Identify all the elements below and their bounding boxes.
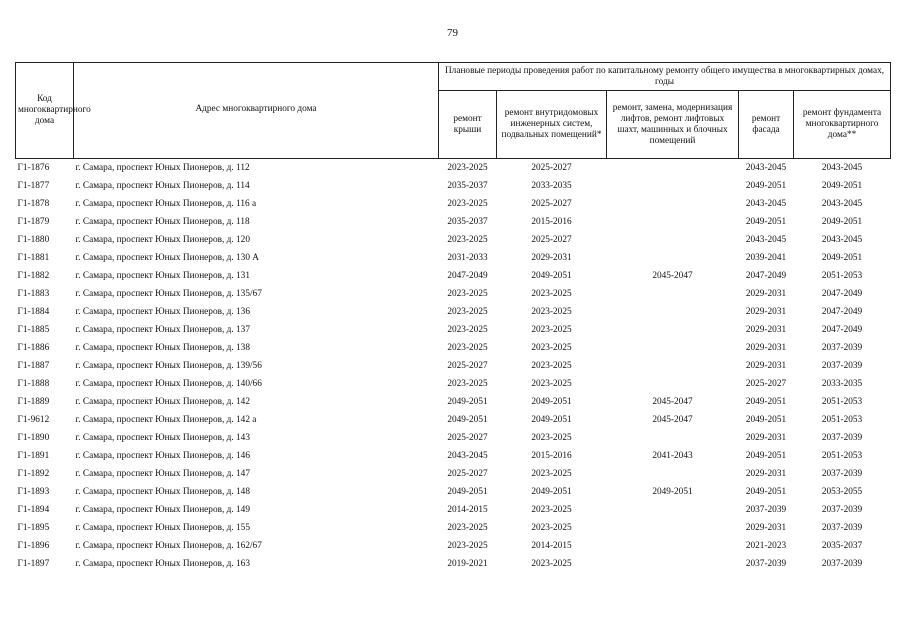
cell-address: г. Самара, проспект Юных Пионеров, д. 147 (75, 469, 250, 479)
table-row (16, 519, 891, 537)
cell-facade: 2049-2051 (745, 451, 787, 461)
cell-roof: 2019-2021 (447, 559, 488, 569)
cell-facade: 2025-2027 (745, 379, 787, 389)
cell-address: г. Самара, проспект Юных Пионеров, д. 112 (74, 159, 439, 178)
cell-lifts (607, 285, 739, 303)
cell-lifts: 2045-2047 (652, 415, 693, 425)
cell-roof: 2023-2025 (447, 523, 488, 533)
cell-systems: 2014-2015 (531, 541, 572, 551)
cell-foundation: 2049-2051 (821, 181, 863, 191)
cell-code: Г1-1890 (17, 433, 50, 443)
cell-foundation: 2049-2051 (821, 217, 863, 227)
cell-lifts (607, 177, 739, 195)
cell-roof: 2049-2051 (447, 415, 488, 425)
cell-address: г. Самара, проспект Юных Пионеров, д. 131 (75, 271, 250, 281)
cell-lifts: 2045-2047 (652, 397, 693, 407)
cell-address: г. Самара, проспект Юных Пионеров, д. 139/56 (75, 361, 262, 371)
cell-systems: 2023-2025 (531, 433, 572, 443)
cell-code: Г1-1897 (17, 559, 50, 569)
cell-roof: 2023-2025 (447, 199, 488, 209)
cell-address: г. Самара, проспект Юных Пионеров, д. 137 (75, 325, 250, 335)
cell-foundation: 2043-2045 (794, 159, 891, 178)
cell-facade: 2029-2031 (745, 433, 787, 443)
cell-foundation: 2037-2039 (821, 343, 863, 353)
cell-facade: 2029-2031 (745, 343, 787, 353)
cell-systems: 2049-2051 (531, 271, 572, 281)
table-row (16, 555, 891, 573)
cell-code: Г1-1885 (17, 325, 50, 335)
cell-foundation: 2037-2039 (821, 505, 863, 515)
header-foundation: ремонт фундамента многоквартирного дома** (794, 91, 891, 159)
cell-foundation: 2047-2049 (821, 307, 863, 317)
cell-address: г. Самара, проспект Юных Пионеров, д. 114 (75, 181, 250, 191)
cell-address: г. Самара, проспект Юных Пионеров, д. 143 (75, 433, 250, 443)
cell-facade: 2029-2031 (745, 469, 787, 479)
cell-roof: 2047-2049 (447, 271, 488, 281)
cell-roof: 2023-2025 (439, 159, 497, 178)
cell-lifts: 2049-2051 (652, 487, 693, 497)
cell-foundation: 2043-2045 (821, 199, 863, 209)
cell-address: г. Самара, проспект Юных Пионеров, д. 142 а (75, 415, 257, 425)
cell-address: г. Самара, проспект Юных Пионеров, д. 136 (75, 307, 250, 317)
page-number: 79 (447, 27, 458, 39)
cell-code: Г1-1884 (17, 307, 50, 317)
cell-code: Г1-1889 (17, 397, 50, 407)
header-periods-group: Плановые периоды проведения работ по капитальному ремонту общего имущества в многоквартирных домах, годы (439, 63, 891, 91)
cell-facade: 2043-2045 (745, 235, 787, 245)
cell-roof: 2025-2027 (447, 433, 488, 443)
header-code: Код многоквартирного дома (16, 63, 74, 159)
cell-code: Г1-1892 (17, 469, 50, 479)
cell-lifts (607, 375, 739, 393)
cell-roof: 2023-2025 (447, 235, 488, 245)
header-systems: ремонт внутридомовых инженерных систем, подвальных помещений* (497, 91, 607, 159)
cell-roof: 2043-2045 (447, 451, 488, 461)
cell-facade: 2043-2045 (739, 159, 794, 178)
header-address: Адрес многоквартирного дома (74, 63, 439, 159)
cell-foundation: 2047-2049 (821, 325, 863, 335)
cell-facade: 2029-2031 (745, 307, 787, 317)
cell-lifts (607, 213, 739, 231)
cell-facade: 2049-2051 (745, 415, 787, 425)
table-row (16, 411, 891, 429)
table-row (16, 393, 891, 411)
cell-foundation: 2037-2039 (821, 469, 863, 479)
cell-systems: 2015-2016 (531, 451, 572, 461)
table-row (16, 339, 891, 357)
cell-code: Г1-1891 (17, 451, 50, 461)
cell-facade: 2039-2041 (745, 253, 787, 263)
cell-lifts (607, 231, 739, 249)
cell-facade: 2049-2051 (745, 217, 787, 227)
cell-address: г. Самара, проспект Юных Пионеров, д. 118 (75, 217, 250, 227)
cell-code: Г1-1894 (17, 505, 50, 515)
table-row (16, 447, 891, 465)
cell-foundation: 2043-2045 (821, 235, 863, 245)
table-row (16, 429, 891, 447)
cell-lifts (607, 429, 739, 447)
cell-roof: 2023-2025 (447, 307, 488, 317)
cell-address: г. Самара, проспект Юных Пионеров, д. 155 (75, 523, 250, 533)
cell-systems: 2049-2051 (531, 415, 572, 425)
cell-address: г. Самара, проспект Юных Пионеров, д. 162/67 (75, 541, 262, 551)
cell-facade: 2037-2039 (745, 559, 787, 569)
cell-code: Г1-1887 (17, 361, 50, 371)
cell-lifts (607, 339, 739, 357)
cell-address: г. Самара, проспект Юных Пионеров, д. 120 (75, 235, 250, 245)
cell-roof: 2014-2015 (447, 505, 488, 515)
table-row (16, 249, 891, 267)
cell-lifts: 2041-2043 (652, 451, 693, 461)
cell-code: Г1-1880 (17, 235, 50, 245)
cell-roof: 2049-2051 (447, 397, 488, 407)
cell-address: г. Самара, проспект Юных Пионеров, д. 135/67 (75, 289, 262, 299)
cell-systems: 2023-2025 (531, 307, 572, 317)
cell-systems: 2025-2027 (531, 235, 572, 245)
cell-code: Г1-1878 (17, 199, 50, 209)
table-row (16, 231, 891, 249)
cell-address: г. Самара, проспект Юных Пионеров, д. 146 (75, 451, 250, 461)
cell-lifts (607, 321, 739, 339)
cell-code: Г1-1882 (17, 271, 50, 281)
cell-facade: 2043-2045 (745, 199, 787, 209)
table-row (16, 177, 891, 195)
table-row (16, 537, 891, 555)
cell-code: Г1-1893 (17, 487, 50, 497)
cell-facade: 2029-2031 (745, 361, 787, 371)
cell-code: Г1-1895 (17, 523, 50, 533)
cell-code: Г1-1888 (17, 379, 50, 389)
cell-lifts (607, 357, 739, 375)
cell-facade: 2029-2031 (745, 325, 787, 335)
capital-repair-table (15, 62, 891, 573)
cell-code: Г1-9612 (17, 415, 50, 425)
cell-roof: 2025-2027 (447, 361, 488, 371)
cell-address: г. Самара, проспект Юных Пионеров, д. 142 (75, 397, 250, 407)
cell-foundation: 2037-2039 (821, 433, 863, 443)
cell-foundation: 2051-2053 (821, 451, 863, 461)
cell-systems: 2023-2025 (531, 523, 572, 533)
cell-roof: 2035-2037 (447, 217, 488, 227)
cell-systems: 2023-2025 (531, 559, 572, 569)
cell-code: Г1-1883 (17, 289, 50, 299)
cell-systems: 2025-2027 (531, 199, 572, 209)
cell-foundation: 2051-2053 (821, 271, 863, 281)
table-row (16, 465, 891, 483)
cell-foundation: 2033-2035 (821, 379, 863, 389)
table-row (16, 195, 891, 213)
cell-roof: 2035-2037 (447, 181, 488, 191)
cell-roof: 2023-2025 (447, 343, 488, 353)
table-row (16, 375, 891, 393)
cell-roof: 2023-2025 (447, 289, 488, 299)
cell-systems: 2023-2025 (531, 379, 572, 389)
cell-foundation: 2049-2051 (821, 253, 863, 263)
cell-lifts: 2045-2047 (652, 271, 693, 281)
cell-lifts (607, 501, 739, 519)
table-row (16, 267, 891, 285)
cell-foundation: 2037-2039 (821, 559, 863, 569)
cell-code: Г1-1896 (17, 541, 50, 551)
cell-address: г. Самара, проспект Юных Пионеров, д. 149 (75, 505, 250, 515)
cell-address: г. Самара, проспект Юных Пионеров, д. 116 а (75, 199, 257, 209)
table-row (16, 501, 891, 519)
cell-facade: 2047-2049 (745, 271, 787, 281)
table-row (16, 303, 891, 321)
cell-roof: 2025-2027 (447, 469, 488, 479)
table-row (16, 321, 891, 339)
cell-systems: 2023-2025 (531, 343, 572, 353)
cell-facade: 2029-2031 (745, 289, 787, 299)
table-row (16, 483, 891, 501)
cell-lifts (607, 465, 739, 483)
table-row (16, 285, 891, 303)
cell-systems: 2023-2025 (531, 289, 572, 299)
header-facade: ремонт фасада (739, 91, 794, 159)
cell-code: Г1-1877 (17, 181, 50, 191)
cell-roof: 2023-2025 (447, 379, 488, 389)
table-row (16, 159, 891, 178)
cell-facade: 2049-2051 (745, 181, 787, 191)
cell-systems: 2049-2051 (531, 397, 572, 407)
cell-systems: 2015-2016 (531, 217, 572, 227)
header-roof: ремонт крыши (439, 91, 497, 159)
cell-facade: 2029-2031 (745, 523, 787, 533)
table-row (16, 213, 891, 231)
cell-systems: 2023-2025 (531, 361, 572, 371)
cell-roof: 2023-2025 (447, 541, 488, 551)
cell-systems: 2023-2025 (531, 505, 572, 515)
cell-lifts (607, 555, 739, 573)
cell-address: г. Самара, проспект Юных Пионеров, д. 148 (75, 487, 250, 497)
cell-foundation: 2051-2053 (821, 415, 863, 425)
cell-foundation: 2053-2055 (821, 487, 863, 497)
cell-roof: 2023-2025 (447, 325, 488, 335)
header-lifts: ремонт, замена, модернизация лифтов, ремонт лифтовых шахт, машинных и блочных помещений (607, 91, 739, 159)
cell-facade: 2049-2051 (745, 397, 787, 407)
cell-foundation: 2037-2039 (821, 361, 863, 371)
cell-lifts (607, 303, 739, 321)
cell-lifts (607, 537, 739, 555)
cell-foundation: 2035-2037 (821, 541, 863, 551)
cell-foundation: 2051-2053 (821, 397, 863, 407)
cell-roof: 2049-2051 (447, 487, 488, 497)
table-body (16, 159, 891, 574)
cell-address: г. Самара, проспект Юных Пионеров, д. 163 (75, 559, 250, 569)
cell-address: г. Самара, проспект Юных Пионеров, д. 140/66 (75, 379, 262, 389)
cell-address: г. Самара, проспект Юных Пионеров, д. 130 А (75, 253, 260, 263)
cell-roof: 2031-2033 (447, 253, 488, 263)
cell-facade: 2037-2039 (745, 505, 787, 515)
cell-facade: 2049-2051 (745, 487, 787, 497)
cell-lifts (607, 249, 739, 267)
cell-lifts (607, 195, 739, 213)
table-header (16, 63, 891, 159)
cell-lifts (607, 159, 739, 178)
cell-systems: 2023-2025 (531, 325, 572, 335)
cell-foundation: 2047-2049 (821, 289, 863, 299)
cell-systems: 2023-2025 (531, 469, 572, 479)
cell-systems: 2025-2027 (497, 159, 607, 178)
cell-address: г. Самара, проспект Юных Пионеров, д. 138 (75, 343, 250, 353)
table-row (16, 357, 891, 375)
cell-code: Г1-1881 (17, 253, 50, 263)
cell-systems: 2049-2051 (531, 487, 572, 497)
cell-lifts (607, 519, 739, 537)
cell-facade: 2021-2023 (745, 541, 787, 551)
cell-code: Г1-1879 (17, 217, 50, 227)
cell-code: Г1-1876 (16, 159, 74, 178)
cell-systems: 2029-2031 (531, 253, 572, 263)
cell-foundation: 2037-2039 (821, 523, 863, 533)
cell-systems: 2033-2035 (531, 181, 572, 191)
cell-code: Г1-1886 (17, 343, 50, 353)
